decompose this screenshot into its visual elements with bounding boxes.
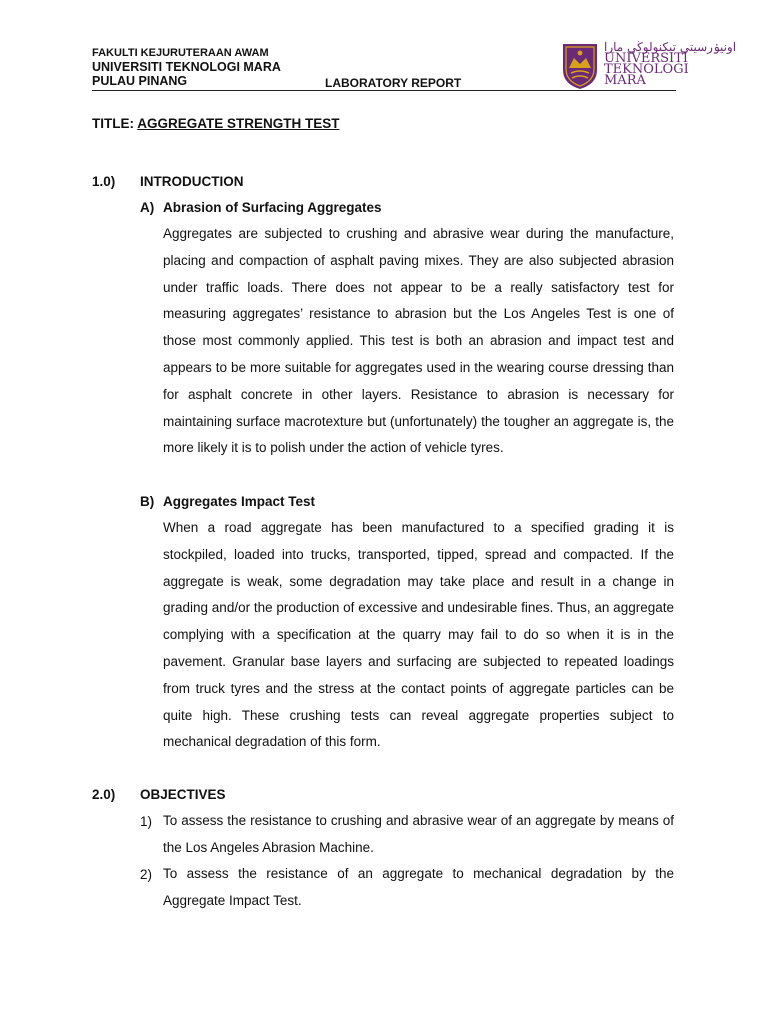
subsection-a-paragraph: Aggregates are subjected to crushing and abrasive wear during the manufacture, placing and compaction of asphalt paving mixes. They are also subjected abrasion under traffic loads. There does not appear to be a really satisfactory test for measuring aggregates’ resistance to abrasion but the Los Angeles Test is one of those most commonly applied. This test is both an abrasion and impact test and appears to be more suitable for aggregates used in the wearing course dressing than for asphalt concrete in other layers. Resistance to abrasion is necessary for maintaining surface macrotexture but (unfortunately) the tougher an aggregate is, the more likely it is to polish under the action of vehicle tyres. xyxy=(163,226,674,456)
objective-1-number: 1) xyxy=(140,814,153,829)
title-prefix: TITLE: xyxy=(92,116,138,131)
subsection-a-title: Abrasion of Surfacing Aggregates xyxy=(163,200,382,215)
section-1-title: INTRODUCTION xyxy=(140,174,244,189)
faculty-name: FAKULTI KEJURUTERAAN AWAM xyxy=(92,47,269,59)
logo-line-2: TEKNOLOGI xyxy=(604,62,689,77)
report-title xyxy=(92,116,340,131)
logo-line-1: UNIVERSITI xyxy=(604,51,688,66)
section-2-title: OBJECTIVES xyxy=(140,787,226,802)
logo-line-3: MARA xyxy=(604,73,646,88)
subsection-b-label: B) xyxy=(140,494,155,509)
report-label: LABORATORY REPORT xyxy=(325,76,462,90)
section-1-number: 1.0) xyxy=(92,174,116,189)
campus-name: PULAU PINANG xyxy=(92,74,188,88)
subsection-b-title: Aggregates Impact Test xyxy=(163,494,316,509)
section-2-number: 2.0) xyxy=(92,787,116,802)
university-name: UNIVERSITI TEKNOLOGI MARA xyxy=(92,60,281,74)
objective-1-text: To assess the resistance to crushing and abrasive wear of an aggregate by means of the Los Angeles Abrasion Machine. xyxy=(163,813,674,855)
faculty-header xyxy=(92,46,281,88)
title-text: AGGREGATE STRENGTH TEST xyxy=(137,116,340,131)
header-divider xyxy=(92,90,676,91)
objective-2-number: 2) xyxy=(140,867,153,882)
subsection-a-label: A) xyxy=(140,200,155,215)
objective-2-text: To assess the resistance of an aggregate to mechanical degradation by the Aggregate Impact Test. xyxy=(163,866,674,908)
subsection-b-paragraph: When a road aggregate has been manufactured to a specified grading it is stockpiled, loaded into trucks, transported, tipped, spread and compacted. If the aggregate is weak, some degradation may take place and result in a change in grading and/or the production of excessive and undesirable fines. Thus, an aggregate complying with a specification at the quarry may fail to do so when it is in the pavement. Granular base layers and surfacing are subjected to repeated loadings from truck tyres and the stress at the contact points of aggregate particles can be quite high. These crushing tests can reveal aggregate properties subject to mechanical degradation of this form. xyxy=(163,520,674,750)
logo-jawi-text: اونيۏرسيتي تيكنولوڬي مارا xyxy=(604,40,737,54)
logo-wordmark xyxy=(604,53,689,86)
